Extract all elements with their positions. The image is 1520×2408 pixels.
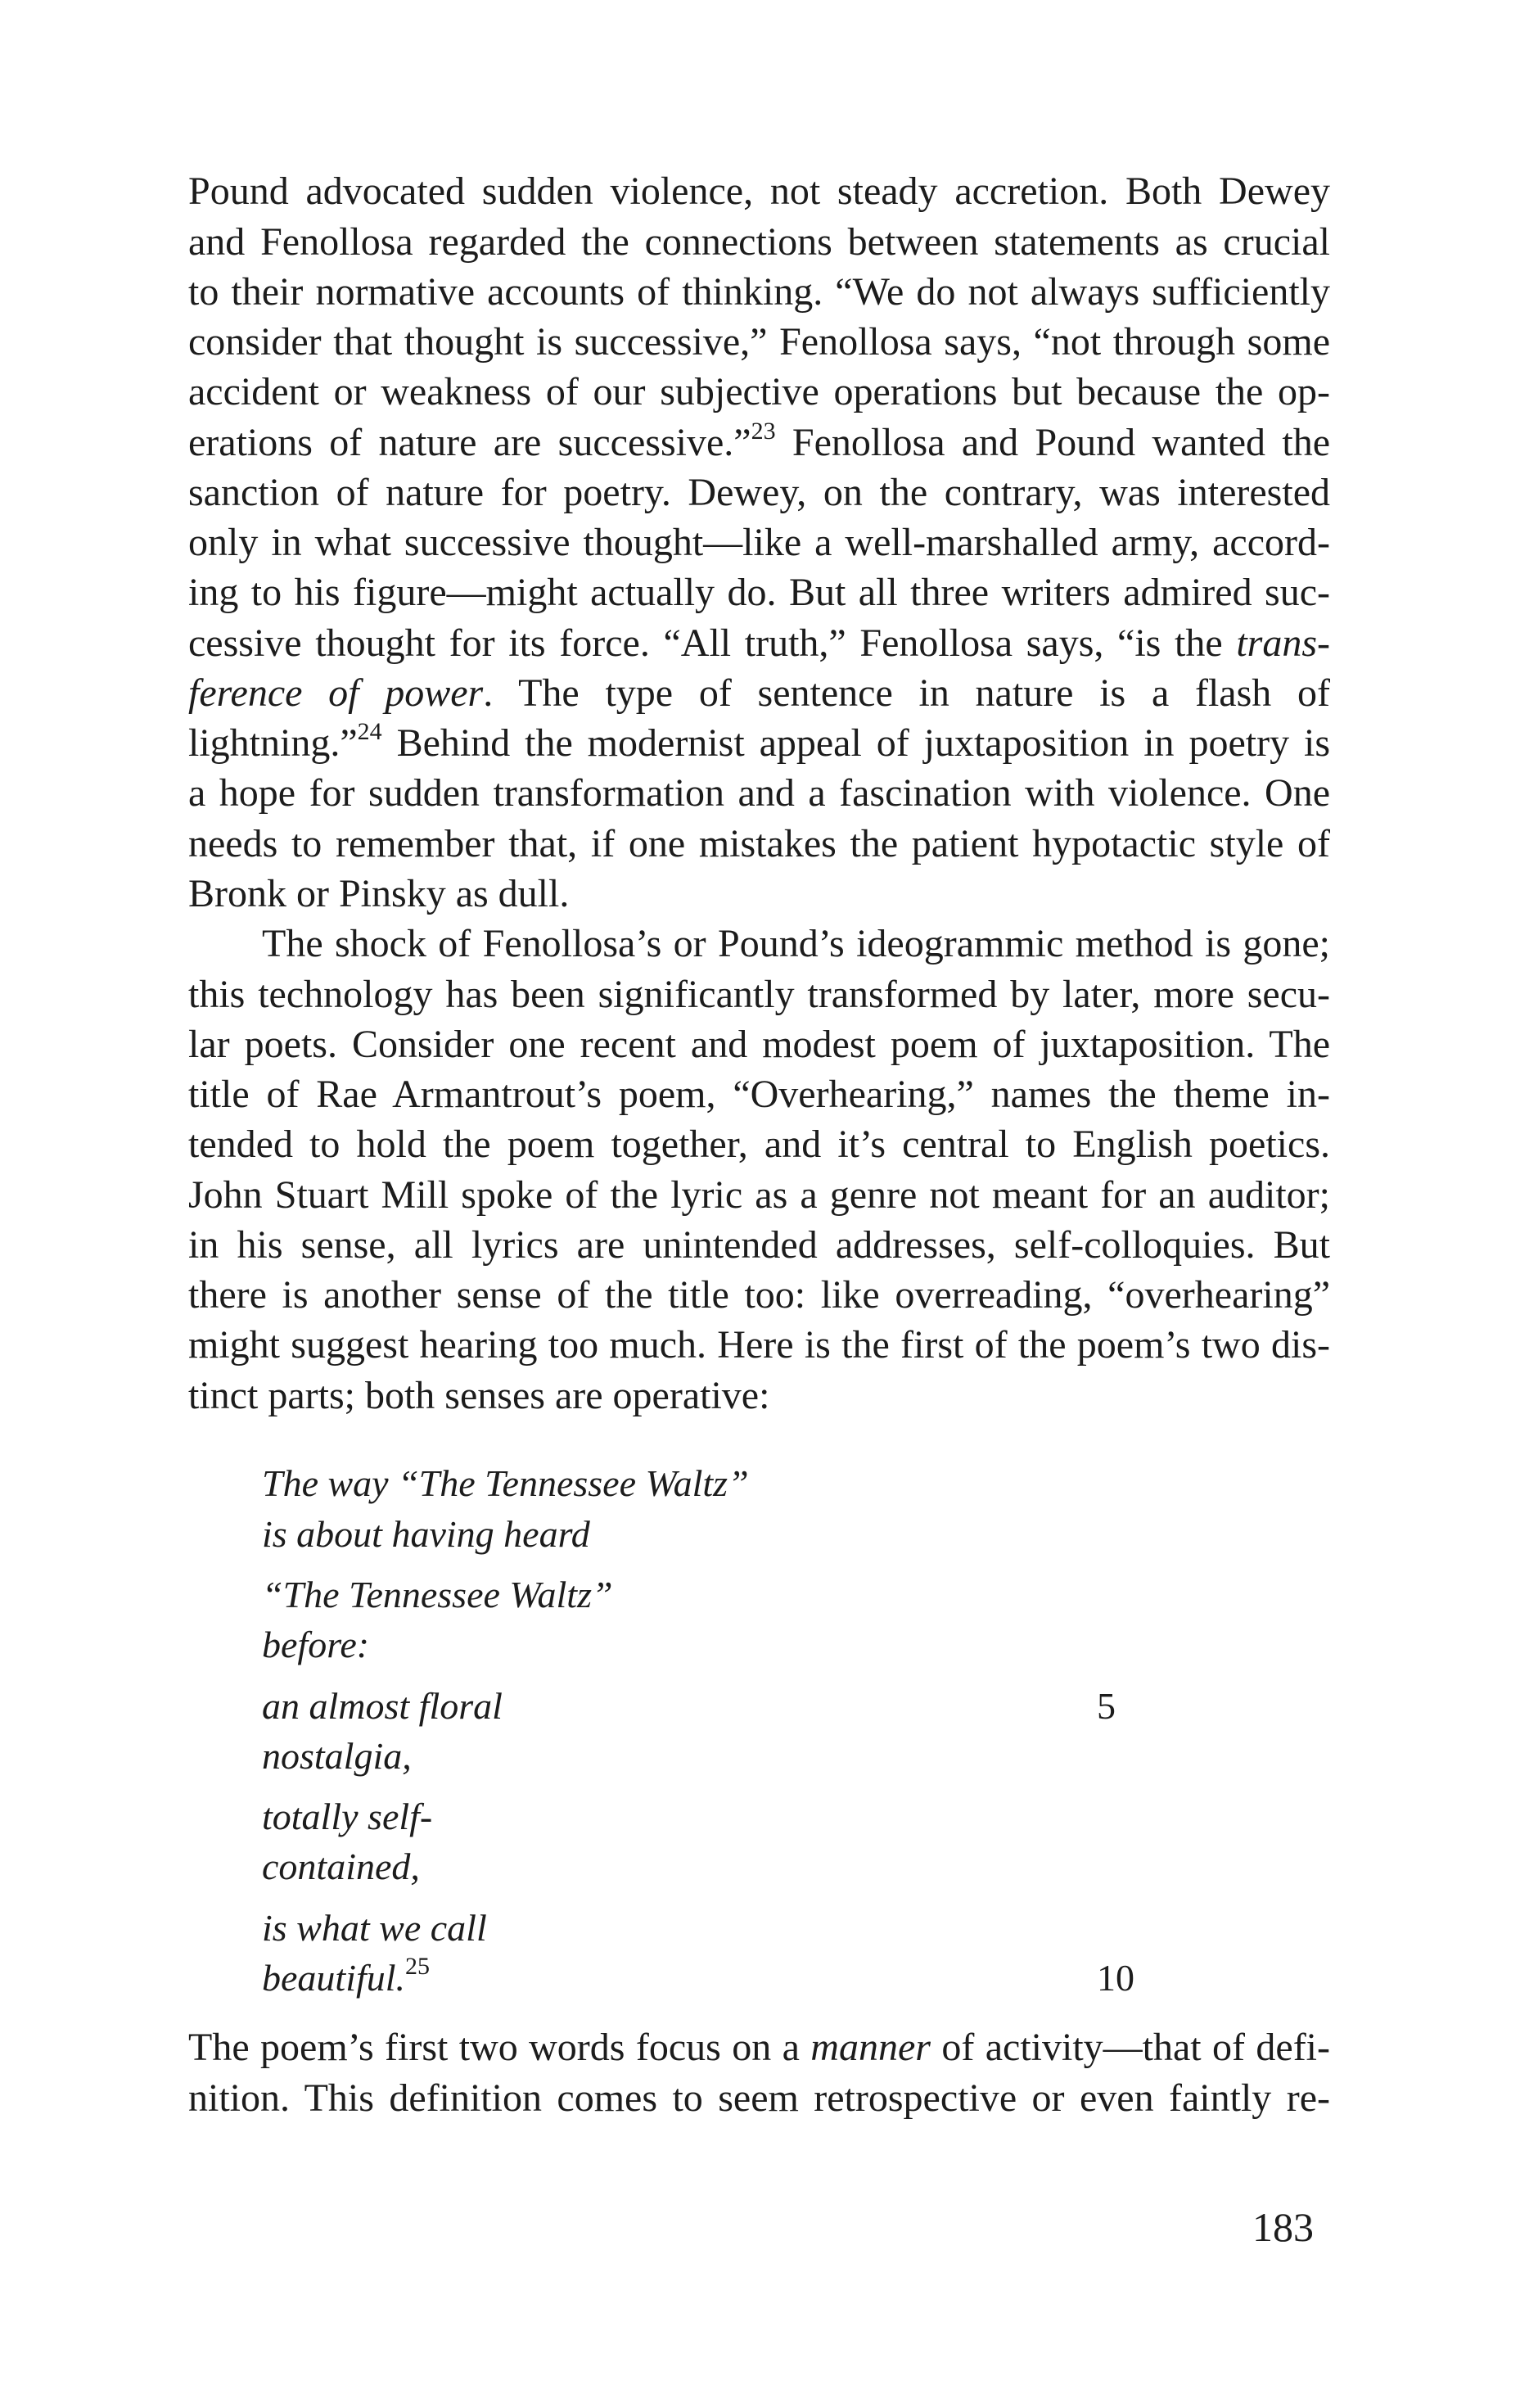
body-line	[188, 719, 1330, 768]
poem-line: before:	[262, 1624, 370, 1665]
poem-line-number: 10	[1097, 1957, 1134, 1999]
body-text: . The type of sentence in nature is a flash of	[483, 671, 1330, 715]
body-line	[188, 2023, 1330, 2072]
poem-line: The way “The Tennessee Waltz”	[262, 1462, 749, 1504]
body-line: in his sense, all lyrics are unintended addresses, self-colloquies. But	[188, 1223, 1330, 1267]
body-line	[188, 418, 1330, 468]
poem-line	[262, 1954, 430, 2003]
footnote-marker: 23	[751, 418, 776, 445]
page-number: 183	[1252, 2204, 1314, 2250]
body-line: Pound advocated sudden violence, not steady accretion. Both Dewey	[188, 169, 1330, 213]
body-line: sanction of nature for poetry. Dewey, on the contrary, was interested	[188, 471, 1330, 514]
emphasis-text: ference of power	[188, 671, 484, 715]
body-text: lightning.”	[188, 721, 358, 765]
poem-line: is what we call	[262, 1907, 487, 1949]
body-line: to their normative accounts of thinking. “We do not always sufficiently	[188, 270, 1330, 314]
body-line: and Fenollosa regarded the connections between statements as crucial	[188, 220, 1330, 264]
body-line: a hope for sudden transformation and a fascination with violence. One	[188, 771, 1330, 815]
emphasis-text: manner	[810, 2026, 931, 2069]
body-line: title of Rae Armantrout’s poem, “Overhearing,” names the theme in-	[188, 1073, 1330, 1116]
footnote-marker: 25	[405, 1953, 431, 1980]
poem-line-number: 5	[1097, 1685, 1116, 1727]
poem-line: nostalgia,	[262, 1735, 412, 1777]
body-line	[188, 619, 1330, 668]
poem-line: “The Tennessee Waltz”	[262, 1574, 613, 1615]
body-line: tended to hold the poem together, and it’s central to English poetics.	[188, 1123, 1330, 1166]
body-text: of activity—that of defi-	[930, 2026, 1331, 2069]
body-text: The poem’s first two words focus on a	[188, 2026, 811, 2069]
body-text: erations of nature are successive.”	[188, 421, 751, 464]
body-text: cessive thought for its force. “All truth,” Fenollosa says, “is the	[188, 621, 1237, 665]
body-line	[188, 669, 1330, 718]
poem-line: totally self-	[262, 1796, 433, 1837]
poem-line: is about having heard	[262, 1513, 590, 1555]
poem-line: contained,	[262, 1846, 420, 1887]
body-line: ing to his figure—might actually do. But all three writers admired suc-	[188, 571, 1330, 614]
body-line: Bronk or Pinsky as dull.	[188, 872, 570, 915]
body-text: Behind the modernist appeal of juxtaposition in poetry is	[381, 721, 1330, 765]
footnote-marker: 24	[357, 718, 382, 745]
body-line: consider that thought is successive,” Fenollosa says, “not through some	[188, 320, 1330, 364]
body-line: John Stuart Mill spoke of the lyric as a genre not meant for an auditor;	[188, 1173, 1330, 1217]
body-text: Fenollosa and Pound wanted the	[775, 421, 1331, 464]
body-line: needs to remember that, if one mistakes the patient hypotactic style of	[188, 822, 1330, 865]
body-line: The shock of Fenollosa’s or Pound’s ideogrammic method is gone;	[262, 922, 1330, 965]
poem-text: beautiful.	[262, 1957, 406, 1999]
body-line: only in what successive thought—like a well-marshalled army, accord-	[188, 521, 1330, 564]
body-line: this technology has been significantly transformed by later, more secu-	[188, 973, 1330, 1016]
body-line: tinct parts; both senses are operative:	[188, 1374, 770, 1417]
body-line: might suggest hearing too much. Here is the first of the poem’s two dis-	[188, 1323, 1330, 1367]
body-line: accident or weakness of our subjective operations but because the op-	[188, 370, 1330, 413]
body-line: nition. This definition comes to seem retrospective or even faintly re-	[188, 2076, 1330, 2120]
poem-line: an almost floral	[262, 1685, 503, 1727]
body-line: lar poets. Consider one recent and modest poem of juxtaposition. The	[188, 1023, 1330, 1066]
body-line: there is another sense of the title too: like overreading, “overhearing”	[188, 1273, 1330, 1317]
emphasis-text: trans-	[1236, 621, 1330, 665]
